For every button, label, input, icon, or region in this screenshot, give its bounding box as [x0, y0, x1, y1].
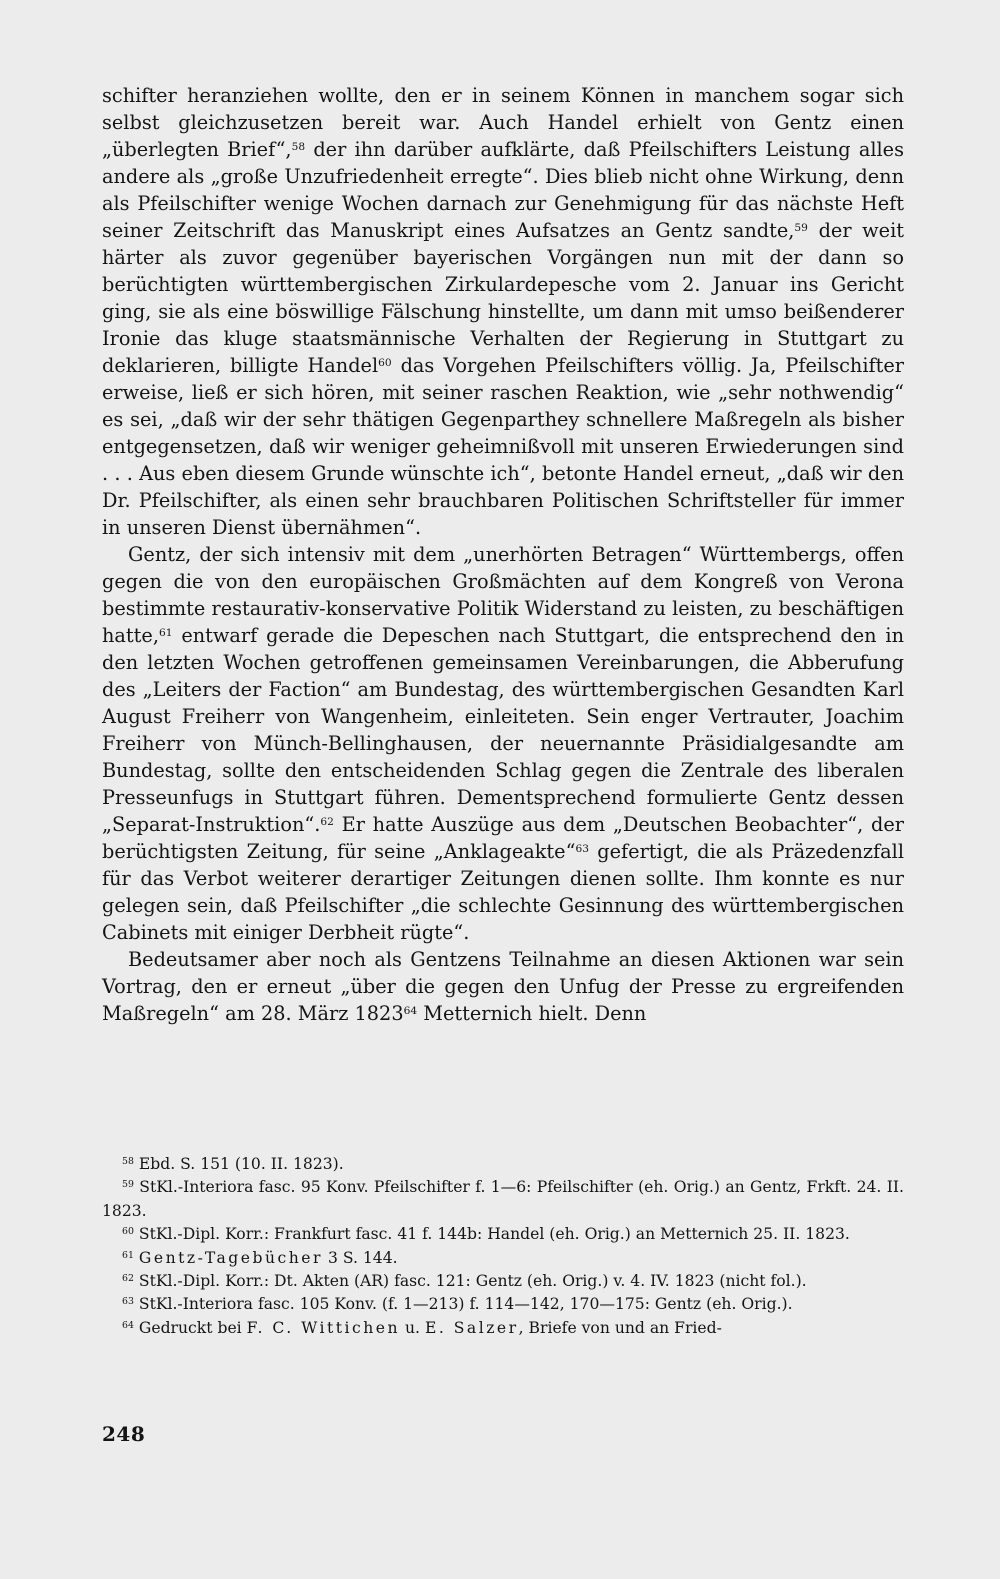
footnote-number: 63 [122, 1296, 134, 1308]
footnote [102, 1223, 904, 1246]
footnote-number: 61 [122, 1249, 134, 1261]
text-run: StKl.-Dipl. Korr.: Frankfurt fasc. 41 f. 144b: Handel (eh. Orig.) an Metternich 25. II. 1823. [138, 1225, 850, 1244]
text-run: schifter heranziehen wollte, den er in seinem Können in manchem sogar sich selbst gleichzusetzen bereit war. Auch Handel erhielt von Gentz einen „überlegten Brief“, [102, 84, 904, 161]
text-run: Metternich hielt. Denn [417, 1002, 647, 1025]
text-run: StKl.-Interiora fasc. 95 Konv. Pfeilschifter f. 1—6: Pfeilschifter (eh. Orig.) an Gentz, Frkft. 24. II. 1823. [102, 1178, 905, 1220]
text-run: entwarf gerade die Depeschen nach Stuttgart, die entsprechend den in den letzten Wochen getroffenen gemeinsamen Vereinbarungen, die Abberufung des „Leiters der Faction“ am Bundestag, des württembergischen Gesandten Karl August Freiherr von Wangenheim, einleiteten. Sein enger Vertrauter, Joachim Freiherr von Münch-Bellinghausen, der neuernannte Präsidialgesandte am Bundestag, sollte den entscheidenden Schlag gegen die Zentrale des liberalen Presseunfugs in Stuttgart führen. Dementsprechend formulierte Gentz dessen „Separat-Instruktion“. [102, 624, 904, 836]
footnote [102, 1270, 904, 1293]
text-run: das Vorgehen Pfeilschifters völlig. Ja, Pfeilschifter erweise, ließ er sich hören, mit seiner raschen Reaktion, wie „sehr nothwendig“ es sei, „daß wir der sehr thätigen Gegenparthey schnellere Maßregeln als bisher entgegensetzen, daß wir weniger geheimnißvoll mit unseren Erwiederungen sind . . . Aus eben diesem Grunde wünschte ich“, betonte Handel erneut, „daß wir den Dr. Pfeilschifter, als einen sehr brauchbaren Politischen Schriftsteller für immer in unseren Dienst übernähmen“. [102, 354, 904, 539]
paragraph [102, 946, 904, 1027]
footnote [102, 1317, 904, 1340]
footnote-number: 62 [122, 1272, 134, 1284]
text-run: Bedeutsamer aber noch als Gentzens Teilnahme an diesen Aktionen war sein Vortrag, den er erneut „über die gegen den Unfug der Presse zu ergreifenden Maßregeln“ am 28. März 1823 [102, 948, 904, 1025]
text-run: u. [400, 1318, 425, 1337]
footnote-ref: 60 [378, 356, 392, 370]
text-run: Ebd. S. 151 (10. II. 1823). [138, 1155, 344, 1173]
footnotes [102, 1153, 904, 1340]
page-body [102, 82, 904, 1027]
footnote-number: 59 [122, 1179, 134, 1191]
footnote-ref: 63 [575, 842, 589, 856]
footnote-ref: 62 [320, 815, 334, 829]
spaced-author-name: E. Salzer [424, 1318, 519, 1337]
paragraph [102, 541, 904, 946]
footnote-ref: 59 [794, 221, 808, 235]
text-run: der ihn darüber aufklärte, daß Pfeilschifters Leistung alles andere als „große Unzufriedenheit erregte“. Dies blieb nicht ohne Wirkung, denn als Pfeilschifter wenige Wochen darnach zur Genehmigung für das nächste Heft seiner Zeitschrift das Manuskript eines Aufsatzes an Gentz sandte, [102, 138, 904, 242]
footnote-number: 58 [122, 1155, 134, 1167]
footnote-ref: 58 [291, 140, 306, 154]
text-run: gefertigt, die als Präzedenzfall für das Verbot weiterer derartiger Zeitungen dienen sollte. Ihm konnte es nur gelegen sein, daß Pfeilschifter „die schlechte Gesinnung des württembergischen Cabinets mit einiger Derbheit rügte“. [102, 840, 904, 944]
footnote [102, 1153, 904, 1176]
spaced-author-name: Gentz-Tagebücher [138, 1248, 323, 1267]
text-run: Er hatte Auszüge aus dem „Deutschen Beobachter“, der berüchtigsten Zeitung, für seine „Anklageakte“ [102, 813, 904, 863]
text-run: StKl.-Interiora fasc. 105 Konv. (f. 1—213) f. 114—142, 170—175: Gentz (eh. Orig.). [138, 1295, 793, 1314]
footnote-ref: 64 [403, 1004, 418, 1018]
footnote-ref: 61 [158, 626, 173, 640]
text-run: , Briefe von und an Fried- [518, 1318, 722, 1337]
main-text [102, 82, 904, 1027]
footnote [102, 1293, 904, 1316]
text-run: Gentz, der sich intensiv mit dem „unerhörten Betragen“ Württembergs, offen gegen die von den europäischen Großmächten auf dem Kongreß von Verona bestimmte restaurativ-konservative Politik Widerstand zu leisten, zu beschäftigen hatte, [102, 543, 904, 647]
footnote [102, 1176, 904, 1223]
text-run: 3 S. 144. [323, 1248, 398, 1267]
spaced-author-name: F. C. Wittichen [246, 1318, 401, 1337]
text-run: StKl.-Dipl. Korr.: Dt. Akten (AR) fasc. 121: Gentz (eh. Orig.) v. 4. IV. 1823 (nicht fol.). [138, 1272, 807, 1291]
footnote [102, 1247, 904, 1270]
paragraph [102, 82, 904, 541]
text-run: der weit härter als zuvor gegenüber bayerischen Vorgängen nun mit der dann so berüchtigten württembergischen Zirkulardepesche vom 2. Januar ins Gericht ging, sie als eine böswillige Fälschung hinstellte, um dann mit umso beißenderer Ironie das kluge staatsmännische Verhalten der Regierung in Stuttgart zu deklarieren, billigte Handel [102, 219, 905, 377]
footnote-number: 64 [122, 1319, 134, 1331]
footnote-number: 60 [122, 1226, 134, 1238]
text-run: Gedruckt bei [138, 1318, 247, 1337]
page-number: 248 [102, 1422, 146, 1446]
